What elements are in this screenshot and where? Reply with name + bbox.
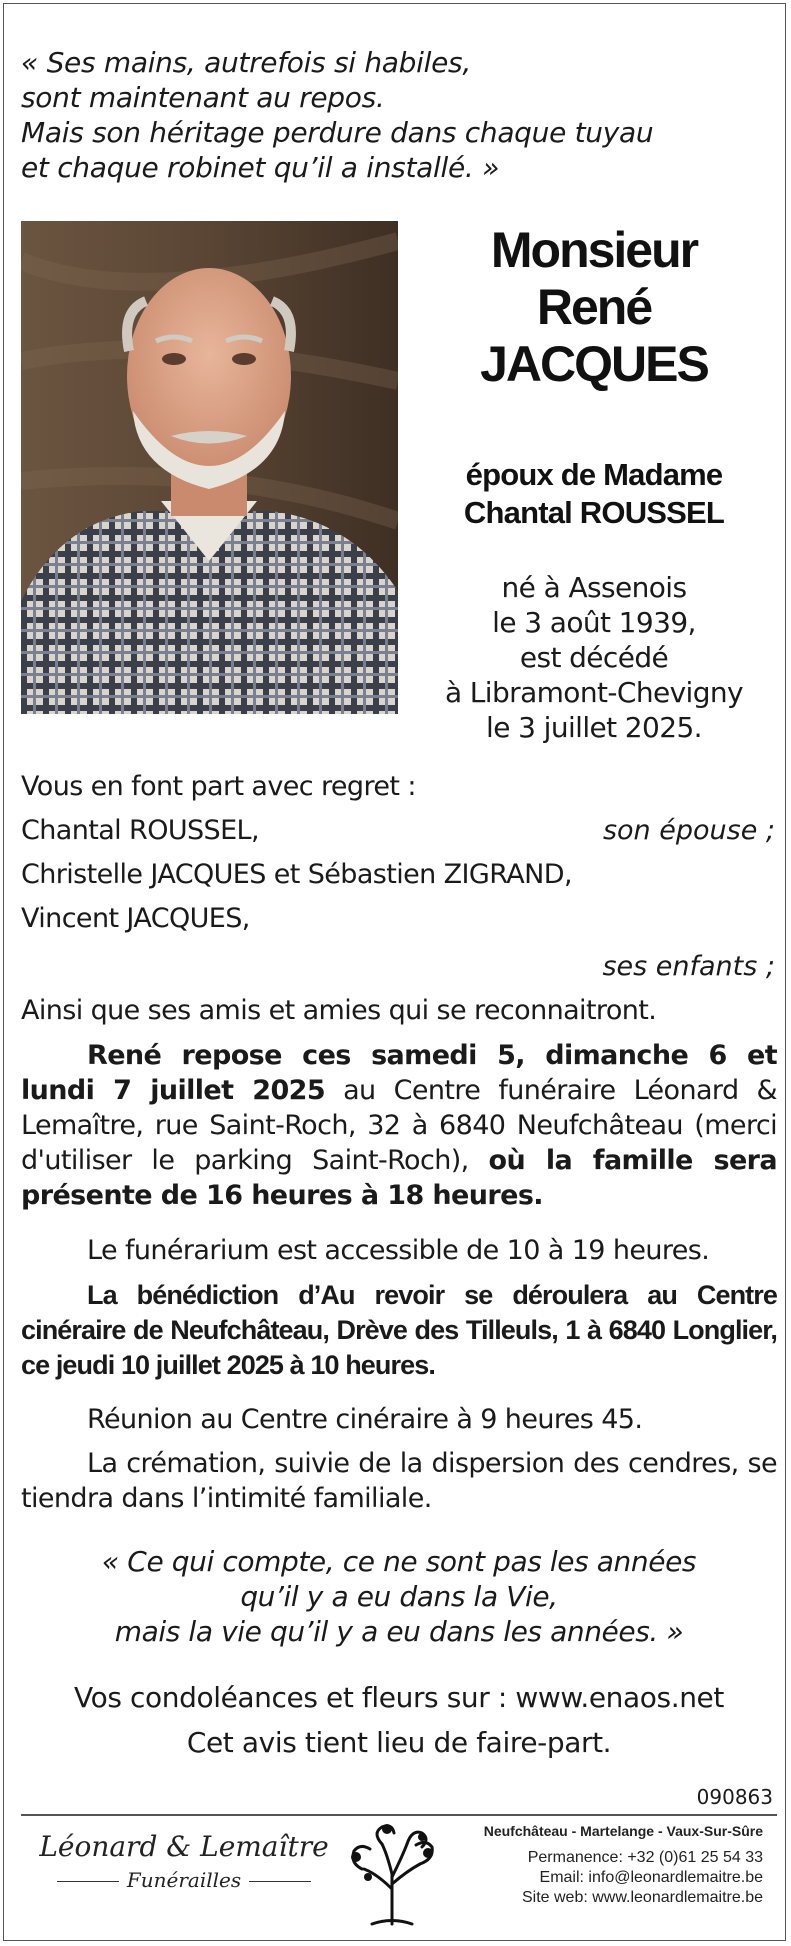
closing-quote-line: « Ce qui compte, ce ne sont pas les années bbox=[101, 1545, 697, 1578]
funeral-home-sub bbox=[39, 1865, 329, 1895]
intro-quote-line: « Ses mains, autrefois si habiles, bbox=[21, 46, 471, 79]
portrait-photo bbox=[21, 221, 398, 714]
footer-divider bbox=[21, 1814, 777, 1816]
condolences-text: Vos condoléances et fleurs sur : www.enaos.net bbox=[74, 1681, 724, 1714]
funeral-home-website: Site web: www.leonardlemaitre.be bbox=[521, 1889, 763, 1906]
repose-paragraph bbox=[21, 1038, 777, 1213]
closing-quote-line: mais la vie qu’il y a eu dans les années. » bbox=[114, 1615, 684, 1648]
repose-text: au Centre funéraire Léonard & Lemaître, rue Saint-Roch, 32 à 6840 Neufchâteau (merci d'utiliser le parking Saint-Roch), bbox=[21, 1075, 777, 1176]
funeral-home-brand: Léonard & Lemaître bbox=[39, 1830, 329, 1863]
notice-text: Cet avis tient lieu de faire-part. bbox=[186, 1726, 612, 1759]
repose-bold-family: où la famille sera présente de 16 heures à 18 heures. bbox=[21, 1145, 777, 1211]
funeral-home-phone: Permanence: +32 (0)61 25 54 33 bbox=[527, 1849, 763, 1866]
birth-death-info bbox=[404, 570, 784, 745]
family-children-role: ses enfants ; bbox=[602, 951, 775, 982]
spouse-line: Chantal ROUSSEL bbox=[463, 495, 725, 530]
intro-quote-line: Mais son héritage perdure dans chaque tuyau bbox=[21, 116, 654, 149]
closing-quote-line: qu’il y a eu dans la Vie, bbox=[240, 1580, 558, 1613]
funeral-home-logo bbox=[39, 1829, 329, 1895]
family-spouse-name: Chantal ROUSSEL, bbox=[21, 815, 259, 846]
date-line: à Libramont-Chevigny bbox=[444, 676, 744, 709]
intro-quote-line: et chaque robinet qu’il a installé. » bbox=[21, 151, 500, 184]
family-child: Christelle JACQUES et Sébastien ZIGRAND, bbox=[21, 859, 572, 890]
family-friends: Ainsi que ses amis et amies qui se reconnaitront. bbox=[21, 995, 657, 1026]
funeral-home-email: Email: info@leonardlemaitre.be bbox=[539, 1869, 763, 1886]
repose-bold: René repose ces samedi 5, dimanche 6 et lundi 7 juillet 2025 bbox=[21, 1040, 777, 1106]
intro-quote-line: sont maintenant au repos. bbox=[21, 81, 385, 114]
ceremony-paragraph: La bénédiction d’Au revoir se déroulera au Centre cinéraire de Neufchâteau, Drève des Tilleuls, 1 à 6840 Longlier, ce jeudi 10 juillet 2025 à 10 heures. bbox=[21, 1280, 777, 1380]
intro-quote bbox=[21, 45, 761, 185]
date-line: est décédé bbox=[519, 641, 669, 674]
deceased-title: Monsieur bbox=[490, 222, 698, 278]
deceased-last-name: JACQUES bbox=[480, 336, 708, 392]
deceased-first-name: René bbox=[536, 279, 652, 335]
funerarium-hours: Le funérarium est accessible de 10 à 19 heures. bbox=[87, 1235, 710, 1266]
date-line: le 3 juillet 2025. bbox=[486, 711, 702, 744]
family-intro: Vous en font part avec regret : bbox=[21, 771, 416, 802]
reference-number: 090863 bbox=[696, 1785, 773, 1809]
date-line: né à Assenois bbox=[501, 571, 687, 604]
spouse-line: époux de Madame bbox=[465, 457, 723, 492]
funeral-home-towns: Neufchâteau - Martelange - Vaux-Sur-Sûre bbox=[483, 1823, 763, 1839]
date-line: le 3 août 1939, bbox=[492, 606, 696, 639]
spouse-info bbox=[404, 456, 784, 532]
cremation-info: La crémation, suivie de la dispersion des cendres, se tiendra dans l’intimité familiale. bbox=[21, 1448, 777, 1514]
closing-quote bbox=[21, 1544, 777, 1649]
family-child: Vincent JACQUES, bbox=[21, 903, 250, 934]
tree-icon bbox=[342, 1819, 442, 1929]
meeting-info: Réunion au Centre cinéraire à 9 heures 45. bbox=[87, 1404, 643, 1435]
funeral-home-sub-label: Funérailles bbox=[126, 1868, 242, 1892]
deceased-name bbox=[404, 222, 784, 393]
obituary-notice bbox=[3, 3, 786, 1941]
family-spouse-role: son épouse ; bbox=[602, 815, 775, 846]
funeral-home-contact bbox=[484, 1821, 763, 1908]
